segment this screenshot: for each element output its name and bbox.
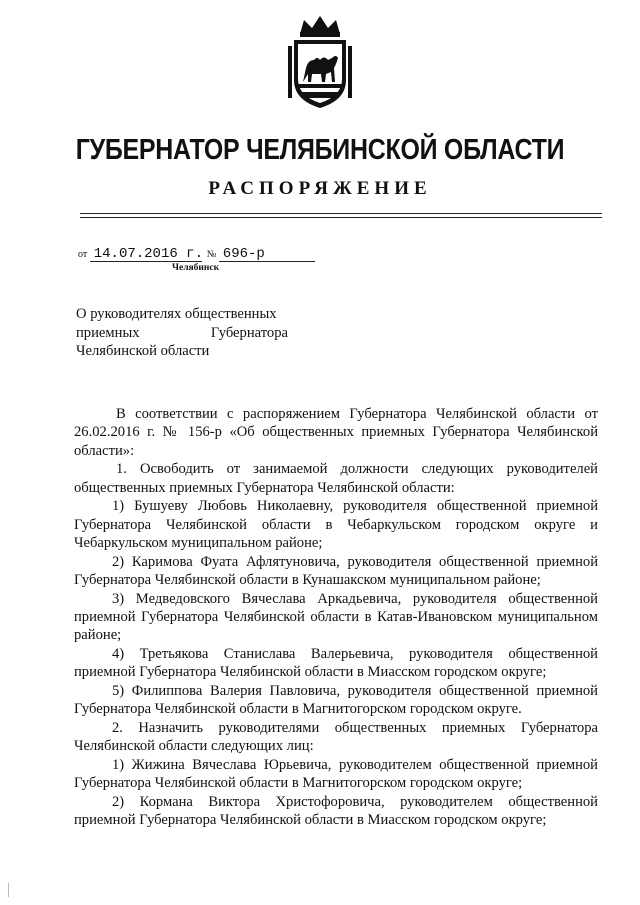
item-1-5: 5) Филиппова Валерия Павловича, руководителя общественной приемной Губернатора Челябинской области в Магнитогорском городском округе. — [74, 682, 598, 718]
item-1-4: 4) Третьякова Станислава Валерьевича, руководителя общественной приемной Губернатора Челябинской области в Миасском городском округе; — [74, 645, 598, 681]
item-2-2: 2) Кормана Виктора Христофоровича, руководителем общественной приемной Губернатора Челябинской области в Миасском городском округе; — [74, 793, 598, 828]
document-body — [74, 405, 598, 829]
governor-title: ГУБЕРНАТОР ЧЕЛЯБИНСКОЙ ОБЛАСТИ — [75, 134, 565, 166]
intro-paragraph: В соответствии с распоряжением Губернатора Челябинской области от 26.02.2016 г. № 156-р «Об общественных приемных Губернатора Челябинской области»: — [74, 406, 598, 459]
document-date: 14.07.2016 г. — [90, 247, 202, 262]
scan-margin-mark — [8, 883, 9, 897]
item-1: 1. Освободить от занимаемой должности следующих руководителей общественных приемных Губернатора Челябинской области: — [74, 461, 598, 496]
subject-word: приемных — [76, 324, 140, 341]
chelyabinsk-coat-of-arms-icon — [286, 12, 354, 112]
subject-line: О руководителях общественных — [76, 306, 277, 322]
document-meta — [78, 247, 315, 262]
header-rule-top — [80, 213, 602, 214]
document-number: 696-р — [219, 247, 315, 262]
document-subject — [76, 305, 288, 361]
header-rule-bottom — [80, 217, 602, 218]
subject-line — [76, 324, 288, 343]
from-label: от — [78, 249, 88, 260]
item-2: 2. Назначить руководителями общественных приемных Губернатора Челябинской области следующих лиц: — [74, 719, 598, 755]
document-city: Челябинск — [172, 263, 220, 273]
document-type: РАСПОРЯЖЕНИЕ — [208, 178, 432, 199]
item-1-1: 1) Бушуеву Любовь Николаевну, руководителя общественной приемной Губернатора Челябинской области в Чебаркульском городском округе и Чебаркульском муниципальном районе; — [74, 498, 598, 552]
subject-line: Челябинской области — [76, 343, 210, 359]
item-1-3: 3) Медведовского Вячеслава Аркадьевича, руководителя общественной приемной Губернатора Челябинской области в Катав-Ивановском муниципальном районе; — [74, 590, 598, 644]
item-1-2: 2) Каримова Фуата Афлятуновича, руководителя общественной приемной Губернатора Челябинской области в Кунашакском муниципальном районе; — [74, 553, 598, 589]
item-2-1: 1) Жижина Вячеслава Юрьевича, руководителем общественной приемной Губернатора Челябинской области в Магнитогорском городском округе; — [74, 756, 598, 792]
subject-word: Губернатора — [210, 324, 288, 341]
number-label: № — [206, 249, 217, 260]
